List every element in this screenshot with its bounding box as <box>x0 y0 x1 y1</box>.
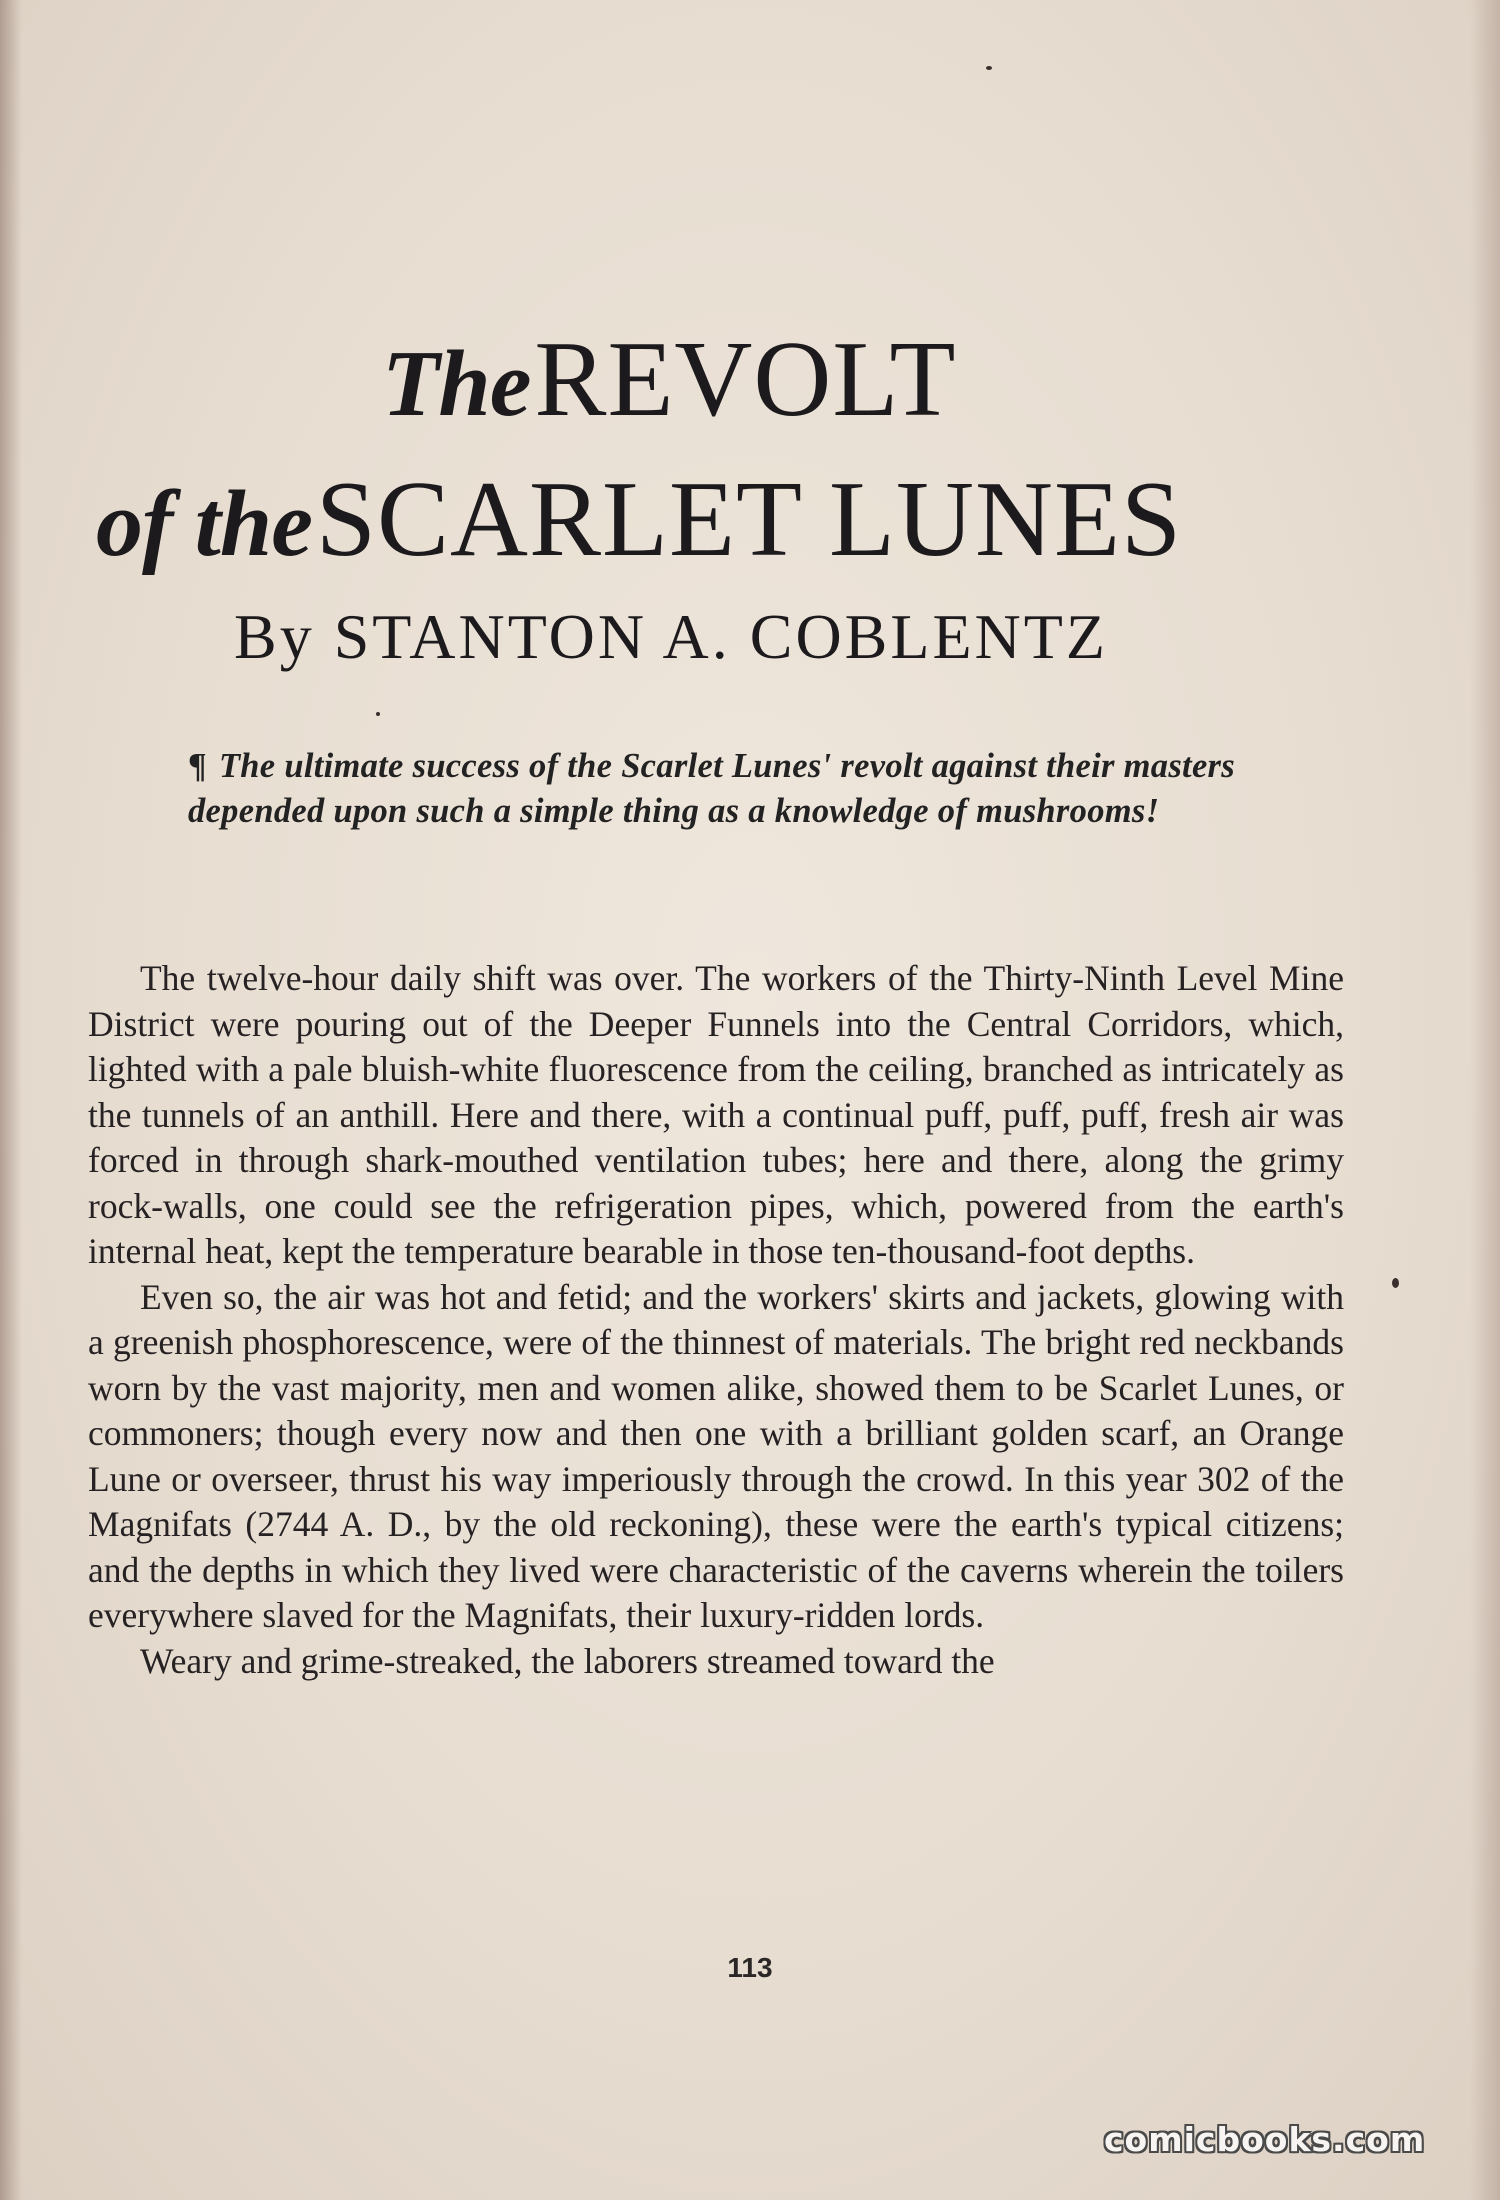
page-number: 113 <box>727 1952 773 1983</box>
blurb-text: The ultimate success of the Scarlet Lunes' revolt against their masters depended upon such a simple thing as a knowledge of mushrooms! <box>188 747 1236 830</box>
site-watermark: comicbooks.com <box>1104 2120 1426 2159</box>
paragraph-mark-icon: ¶ <box>188 747 207 785</box>
title-caps-words: SCARLET LUNES <box>315 460 1183 579</box>
author-byline: By STANTON A. COBLENTZ <box>234 601 1108 672</box>
paper-speck <box>986 66 992 70</box>
paper-speck <box>376 712 380 716</box>
title-italic-word: The <box>382 332 531 436</box>
body-paragraph: The twelve-hour daily shift was over. The workers of the Thirty-Ninth Level Mine District were pouring out of the Deeper Funnels into the Central Corridors, which, lighted with a pale bluish-white fluorescence from the ceiling, branched as intricately as the tunnels of an anthill. Here and there, with a continual puff, puff, puff, fresh air was forced in through shark-mouthed ventilation tubes; here and there, along the grimy rock-walls, one could see the refrigeration pipes, which, powered from the earth's internal heat, kept the temperature bearable in those ten-thousand-foot depths. <box>88 958 1344 1271</box>
story-body <box>88 956 1344 1684</box>
body-paragraph: Weary and grime-streaked, the laborers streamed toward the <box>140 1640 995 1681</box>
paper-speck <box>1392 1278 1399 1288</box>
body-paragraph: Even so, the air was hot and fetid; and the workers' skirts and jackets, glowing with a greenish phosphorescence, were of the thinnest of materials. The bright red neckbands worn by the vast majority, men and women alike, showed them to be Scarlet Lunes, or commoners; though every now and then one with a brilliant golden scarf, an Orange Lune or overseer, thrust his way imperiously through the crowd. In this year 302 of the Magnifats (2744 A. D., by the old reckoning), these were the earth's typical citizens; and the depths in which they lived were characteristic of the caverns wherein the toilers everywhere slaved for the Magnifats, their luxury-ridden lords. <box>88 1276 1344 1635</box>
title-line-2 <box>0 458 1500 582</box>
title-italic-words: of the <box>96 472 312 576</box>
title-line-1 <box>0 318 1500 442</box>
story-blurb <box>188 744 1268 834</box>
title-caps-word: REVOLT <box>534 320 957 439</box>
